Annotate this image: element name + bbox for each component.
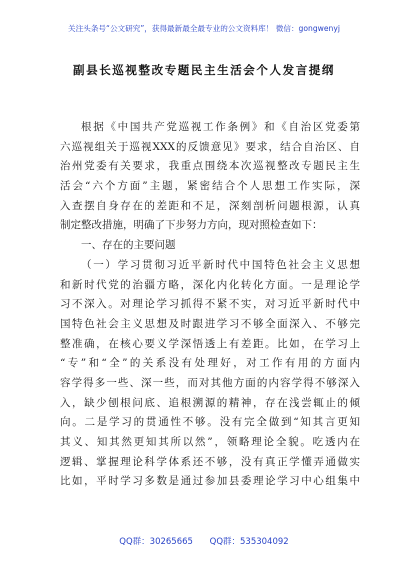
paragraph-line: 其义、知其然更知其所以然”，领略理论全貌。吃透内在: [60, 436, 360, 448]
paragraph-line: 国特色社会主义思想及时跟进学习不够全面深入、不够完: [60, 317, 360, 330]
document-body: [60, 118, 360, 492]
paragraph-line: 活会“六个方面”主题，紧密结合个人思想工作实际，深: [60, 180, 360, 193]
paragraph-line: 入查摆自身存在的差距和不足，深刻剖析问题根源，认真: [60, 199, 360, 212]
paragraph-line: “专”和“全”的关系没有处理好，对工作有用的方面内: [60, 357, 360, 370]
paragraph-line: 六巡视组关于巡视XXX的反馈意见》要求，结合自治区、自: [60, 140, 360, 153]
paragraph-line: 容学得多一些、深一些，而对其他方面的内容学得不够深入: [60, 376, 360, 389]
paragraph-line: 制定整改措施，明确了下步努力方向，现对照检查如下：: [60, 219, 323, 232]
paragraph-line: 入，缺少刨根问底、追根溯源的精神，存在浅尝辄止的倾: [60, 396, 360, 409]
footer-qq-group-2: QQ群：535304092: [209, 537, 289, 547]
footer-qq-group-1: QQ群：30265665: [119, 537, 193, 547]
paragraph-line: 逻辑、掌握理论科学体系还不够，没有真正学懂弄通做实: [60, 455, 360, 468]
paragraph-line: 和新时代党的治疆方略，深化内化转化方面。一是理论学: [60, 278, 360, 291]
section-heading: 一、存在的主要问题: [81, 239, 176, 252]
paragraph-line: 治州党委有关要求，我重点围绕本次巡视整改专题民主生: [60, 160, 360, 173]
header-banner: 关注头条号“公文研究”，获得最新最全最专业的公文资料库！ 微信：gongwenyj: [68, 24, 340, 33]
document-title: 副县长巡视整改专题民主生活会个人发言提纲: [73, 63, 335, 77]
footer-contacts: [0, 536, 408, 548]
paragraph-line: （一）学习贯彻习近平新时代中国特色社会主义思想: [81, 258, 360, 271]
paragraph-line: 比如，平时学习多数是通过参加县委理论学习中心组集中: [60, 475, 360, 488]
paragraph-line: 习不深入。对理论学习抓得不紧不实，对习近平新时代中: [60, 298, 360, 311]
paragraph-line: 根据《中国共产党巡视工作条例》和《自治区党委第: [81, 121, 360, 133]
paragraph-line: 整准确，在核心要义学深悟透上有差距。比如，在学习上: [60, 337, 360, 350]
paragraph-line: 向。二是学习的贯通性不够。没有完全做到“知其言更知: [60, 416, 360, 429]
